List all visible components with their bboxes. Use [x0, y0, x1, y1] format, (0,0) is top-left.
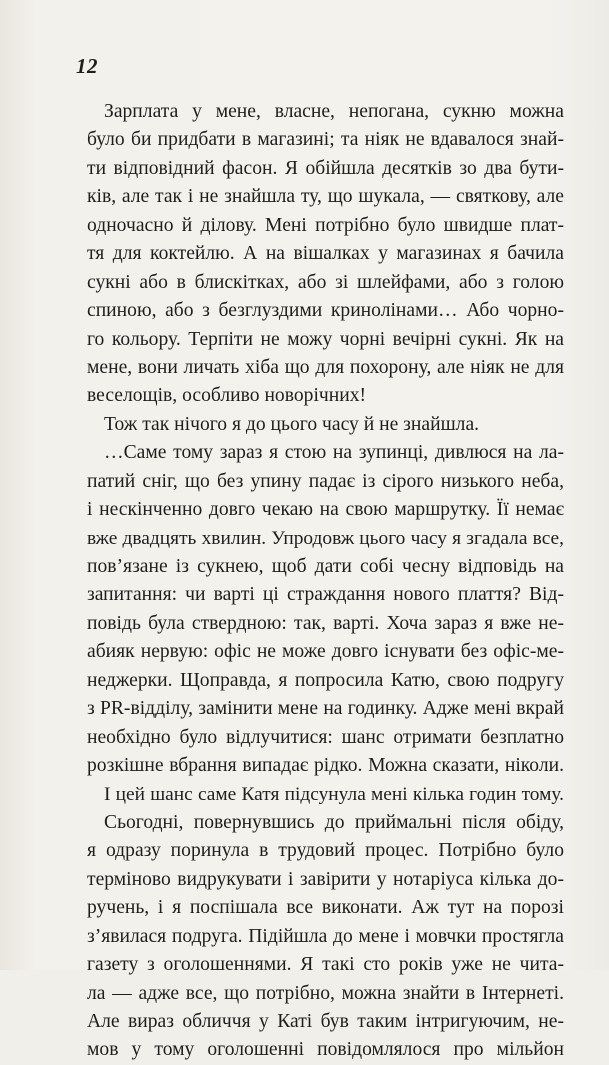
- text-line: повідь була ствердною: так, варті. Хоча зараз я вже не-: [87, 612, 564, 634]
- text-line: веселощів, особливо новорічних!: [87, 385, 367, 407]
- text-line: патий сніг, що без упину падає із сірого низького неба,: [87, 470, 564, 492]
- text-line: з PR-відділу, замінити мене на годинку. Адже мені вкрай: [87, 698, 564, 720]
- page-number: 12: [76, 54, 98, 78]
- text-line: з’явилася подруга. Підійшла до мене і мовчки простягла: [87, 925, 564, 947]
- text-line: мов у тому оголошенні повідомлялося про мільйон: [87, 1039, 564, 1061]
- text-line: абияк нервую: офіс не може довго існувати без офіс-ме-: [87, 641, 564, 663]
- text-line: Тож так нічого я до цього часу й не знайшла.: [104, 413, 480, 435]
- text-line: вже двадцять хвилин. Упродовж цього часу я згадала все,: [87, 527, 564, 549]
- text-line: я одразу поринула в трудовий процес. Потрібно було: [87, 840, 564, 862]
- body-text: [87, 98, 564, 1065]
- text-line: І цей шанс саме Катя підсунула мені кілька годин тому.: [104, 783, 564, 805]
- text-line: розкішне вбрання випадає рідко. Можна сказати, ніколи.: [87, 755, 564, 777]
- text-line: запитання: чи варті ці страждання нового плаття? Від-: [87, 584, 564, 606]
- text-line: необхідно було відлучитися: шанс отримати безплатно: [87, 726, 564, 748]
- text-line: ків, але так і не знайшла ту, що шукала, — святкову, але: [87, 186, 564, 208]
- text-line: сукні або в блискітках, або зі шлейфами, або з голою: [87, 271, 564, 293]
- text-line: одночасно й ділову. Мені потрібно було швидше плат-: [87, 214, 564, 236]
- text-line: Зарплата у мене, власне, непогана, сукню можна: [104, 101, 564, 122]
- text-line: і нескінченно довго чекаю на свою маршрутку. Її немає: [87, 499, 564, 521]
- text-line: Але вираз обличчя у Каті був таким інтригуючим, не-: [87, 1011, 564, 1032]
- text-line: газету з оголошеннями. Я такі сто років уже не чита-: [87, 954, 564, 976]
- text-line: ручень, і я поспішала все виконати. Аж тут на порозі: [87, 897, 564, 919]
- text-line: спиною, або з безглуздими кринолінами… Або чорно-: [87, 300, 564, 322]
- text-line: го кольору. Терпіти не можу чорні вечірні сукні. Як на: [87, 328, 564, 350]
- text-line: терміново видрукувати і завірити у нотаріуса кілька до-: [87, 868, 564, 890]
- text-line: мене, вони личать хіба що для похорону, але ніяк не для: [87, 356, 564, 378]
- text-line: тя для коктейлю. А на вішалках у магазинах я бачила: [87, 243, 564, 265]
- text-line: неджерки. Щоправда, я попросила Катю, свою подругу: [87, 669, 564, 691]
- text-line: ла — адже все, що потрібно, можна знайти в Інтернеті.: [87, 982, 564, 1004]
- text-line: було би придбати в магазині; та ніяк не вдавалося знай-: [87, 129, 564, 151]
- text-line: …Саме тому зараз я стою на зупинці, дивлюся на ла-: [104, 442, 564, 464]
- text-line: ти відповідний фасон. Я обійшла десятків зо два бути-: [87, 157, 564, 179]
- text-line: пов’язане із сукнею, щоб дати собі чесну відповідь на: [87, 556, 564, 577]
- text-line: Сьогодні, повернувшись до приймальні після обіду,: [104, 811, 564, 833]
